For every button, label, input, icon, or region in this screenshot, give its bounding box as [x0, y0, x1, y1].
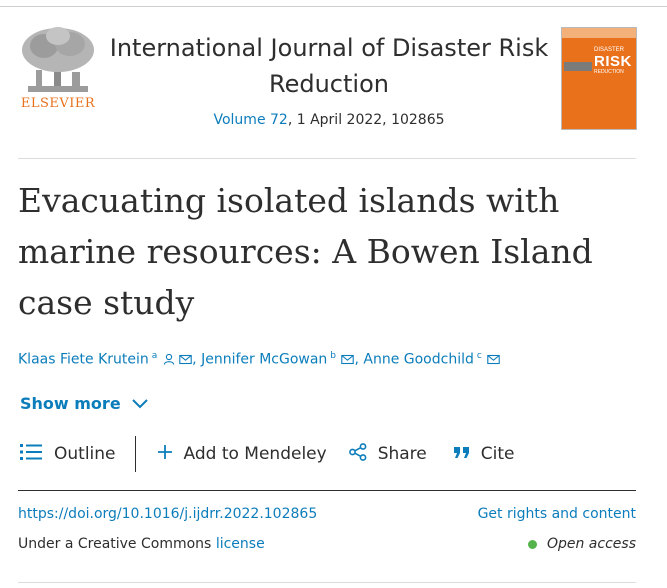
- header-divider: [18, 158, 636, 159]
- share-icon: [348, 442, 368, 467]
- bottom-divider: [18, 582, 636, 583]
- list-icon: [18, 442, 44, 467]
- author-separator: ,: [192, 351, 202, 368]
- envelope-icon[interactable]: [341, 352, 354, 368]
- issue-line: [100, 112, 558, 128]
- issue-details: , 1 April 2022, 102865: [287, 112, 445, 128]
- rights-and-content-link[interactable]: Get rights and content: [477, 506, 636, 522]
- cite-label: Cite: [480, 444, 515, 464]
- open-access-label: Open access: [546, 536, 636, 552]
- journal-cover-image[interactable]: [561, 27, 637, 130]
- plus-icon: [156, 443, 174, 466]
- cover-photo: [564, 62, 592, 71]
- top-border: [0, 6, 667, 7]
- envelope-icon[interactable]: [179, 352, 192, 368]
- cover-title-line-1: DISASTER: [594, 47, 625, 53]
- open-access-badge: [528, 536, 636, 552]
- author-list: [18, 351, 500, 368]
- author-separator: ,: [354, 351, 364, 368]
- open-access-dot-icon: [528, 540, 537, 549]
- license-prefix: Under a Creative Commons: [18, 536, 216, 552]
- cover-title-line-2: RISK: [594, 53, 632, 70]
- affiliation-marker[interactable]: c: [476, 351, 482, 361]
- publisher-name: ELSEVIER: [20, 96, 96, 111]
- author-name[interactable]: Jennifer McGowan: [201, 351, 328, 368]
- outline-label: Outline: [54, 444, 116, 464]
- outline-button[interactable]: [18, 442, 116, 467]
- cite-button[interactable]: [453, 444, 515, 465]
- show-more-label: Show more: [20, 394, 121, 413]
- cover-band: [562, 28, 637, 38]
- affiliation-marker[interactable]: b: [330, 351, 337, 361]
- cover-title-line-3: REDUCTION: [594, 69, 624, 75]
- quote-icon: [453, 444, 471, 465]
- toolbar-divider-line: [18, 490, 636, 491]
- toolbar-divider: [135, 436, 136, 472]
- show-more-button[interactable]: [20, 394, 149, 413]
- license-link[interactable]: license: [215, 536, 265, 552]
- doi-link[interactable]: https://doi.org/10.1016/j.ijdrr.2022.102865: [18, 506, 318, 522]
- journal-title[interactable]: International Journal of Disaster Risk Reduction: [109, 34, 549, 98]
- person-icon[interactable]: [163, 352, 175, 368]
- add-to-mendeley-button[interactable]: [156, 443, 327, 466]
- share-button[interactable]: [348, 442, 427, 467]
- article-toolbar: [18, 432, 514, 476]
- affiliation-marker[interactable]: a: [151, 351, 158, 361]
- article-title: Evacuating isolated islands with marine resources: A Bowen Island case study: [18, 181, 593, 322]
- author-name[interactable]: Klaas Fiete Krutein: [18, 351, 149, 368]
- share-label: Share: [377, 444, 427, 464]
- volume-link[interactable]: Volume 72: [213, 112, 288, 128]
- author-name[interactable]: Anne Goodchild: [363, 351, 474, 368]
- license-line: [18, 536, 265, 552]
- mendeley-label: Add to Mendeley: [183, 444, 327, 464]
- chevron-down-icon: [131, 394, 149, 413]
- envelope-icon[interactable]: [487, 352, 500, 368]
